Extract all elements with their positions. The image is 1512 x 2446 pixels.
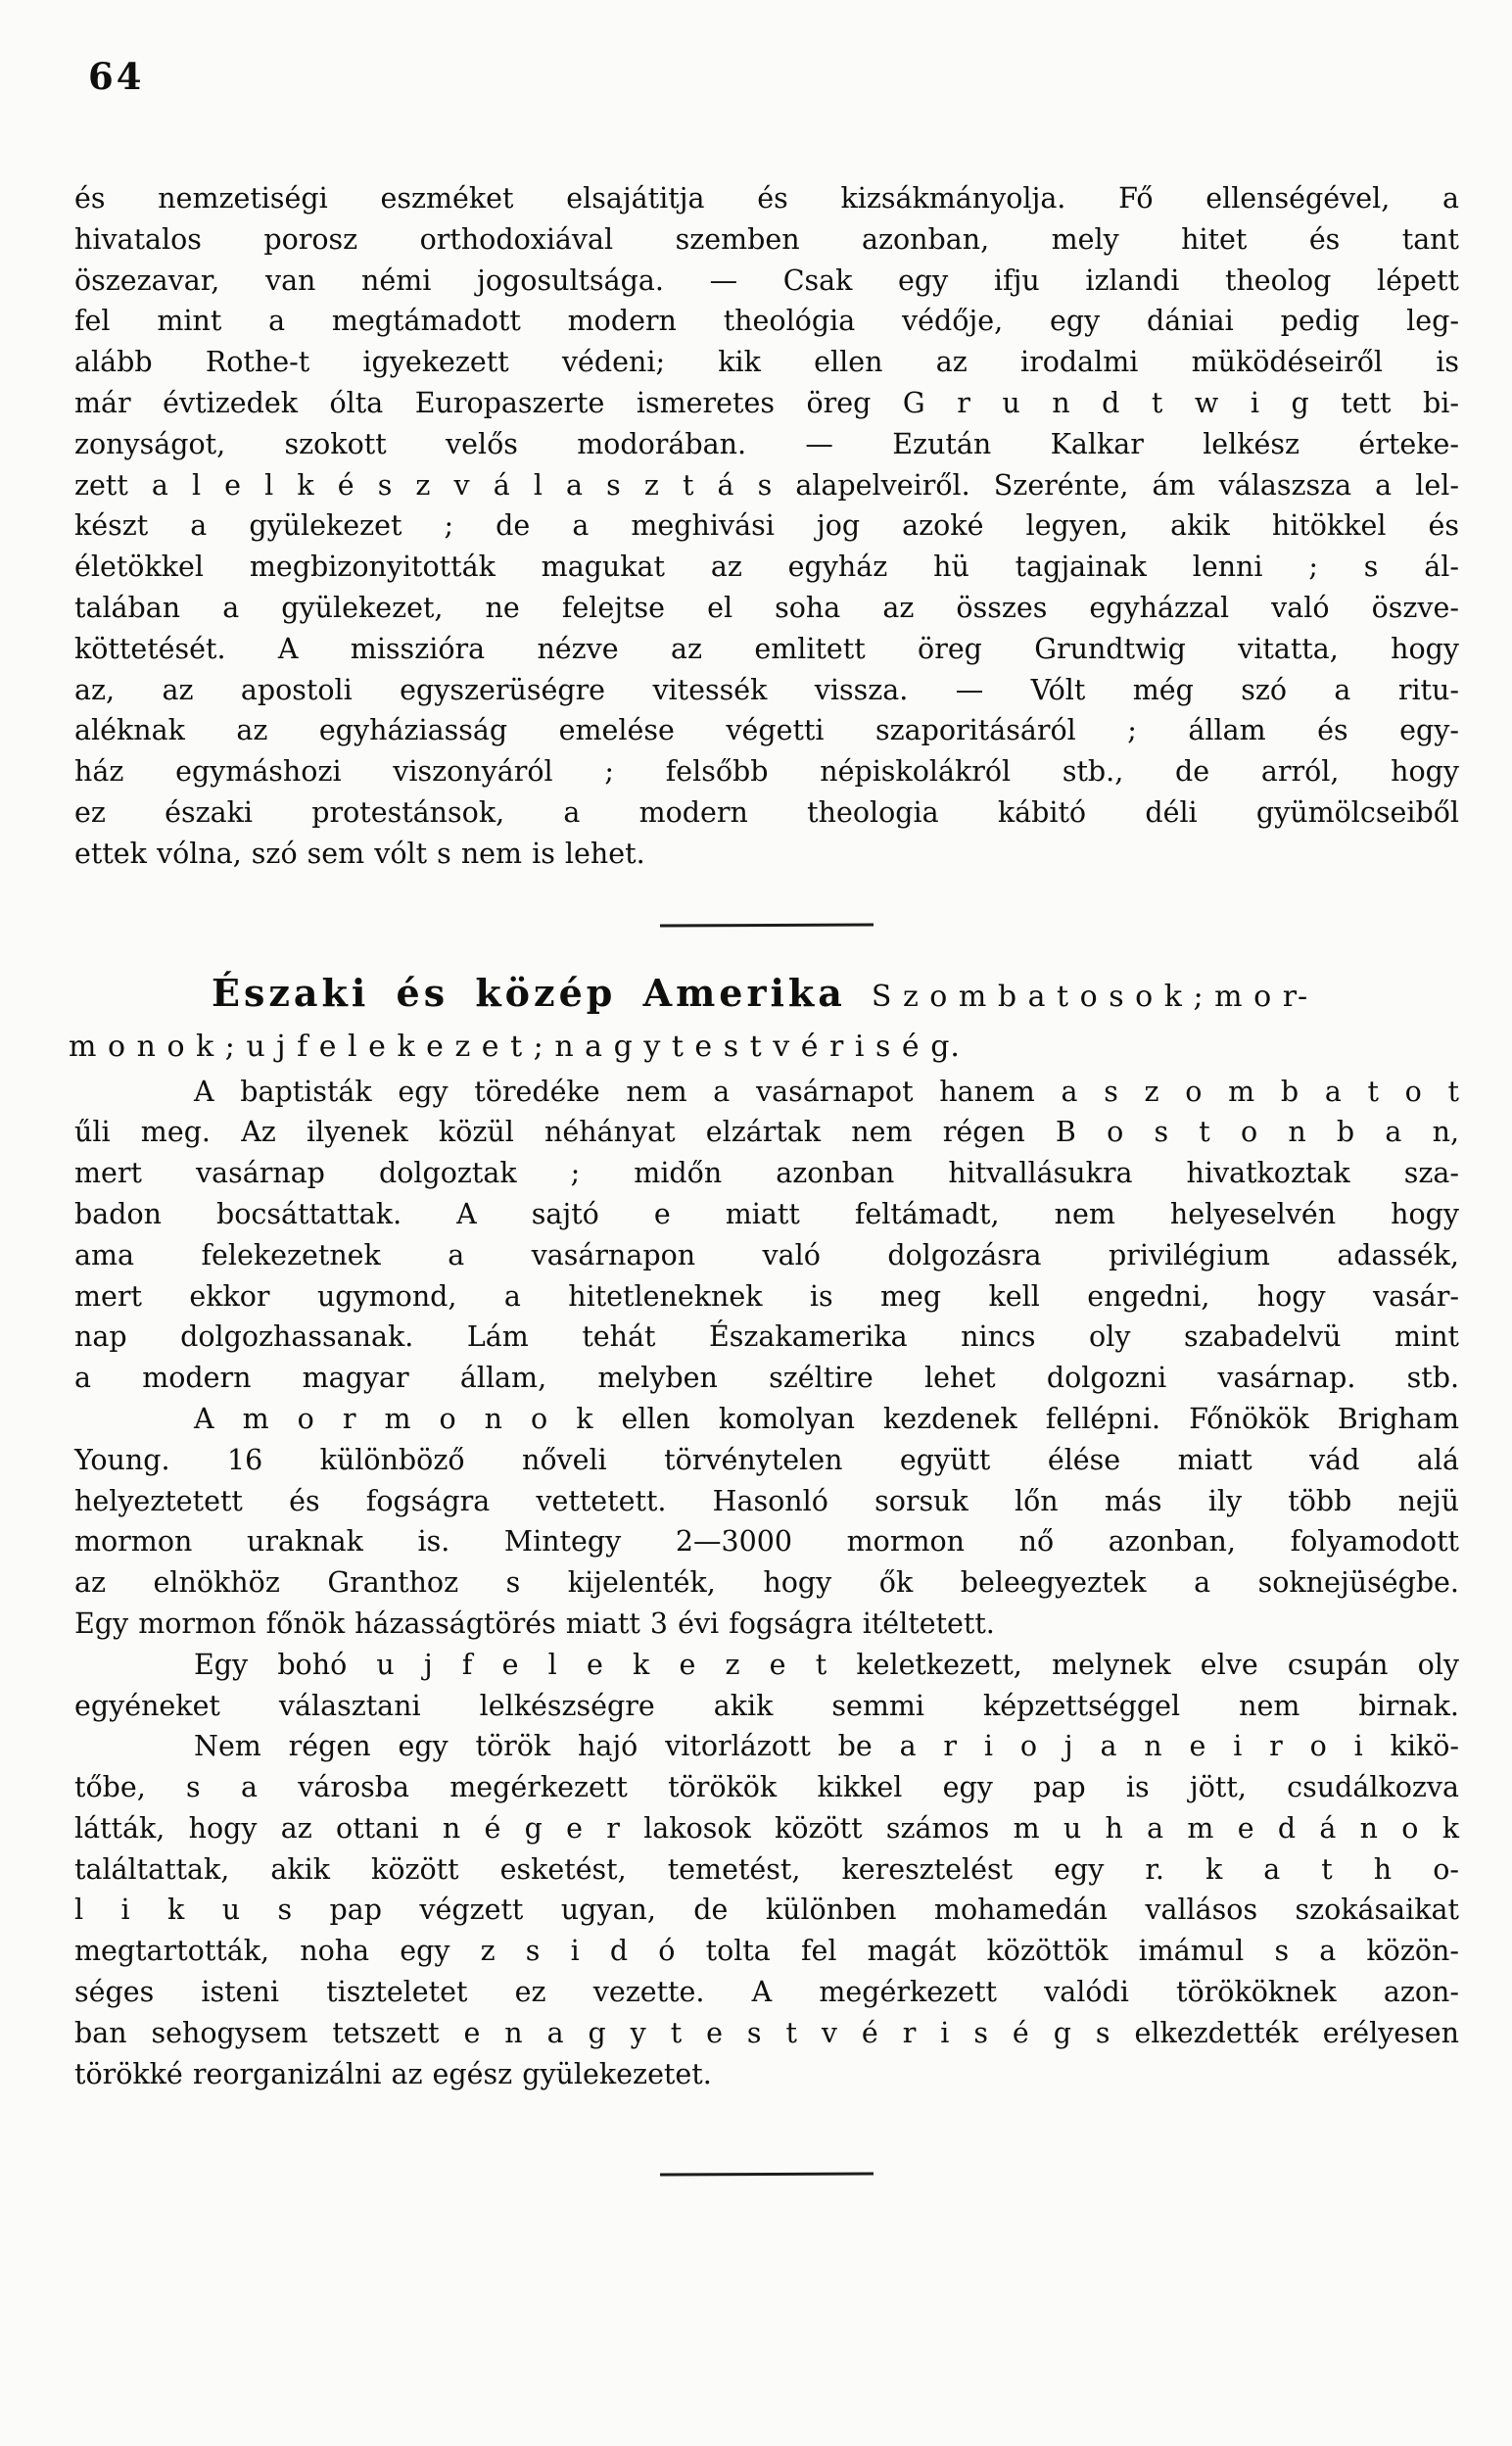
text-line: köttetését. A misszióra nézve az emlitett öreg Grundtwig vitatta, hogy [74,632,1459,665]
text-line: mert vasárnap dolgoztak ; midőn azonban hitvallásukra hivatkoztak sza- [74,1157,1459,1190]
text-line: l i k u s pap végzett ugyan, de különben mohamedán vallásos szokásaikat [74,1894,1459,1927]
text-line: helyeztetett és fogságra vettetett. Hasonló sorsuk lőn más ily több nejü [74,1484,1459,1517]
text-line: az elnökhöz Granthoz s kijelenték, hogy ők beleegyeztek a soknejüségbe. [74,1566,1459,1600]
text-line: Egy bohó u j f e l e k e z e t keletkezett, melynek elve csupán oly [194,1648,1459,1681]
text-column [69,0,1459,2176]
text-line: Nem régen egy török hajó vitorlázott be a r i o j a n e i r o i kikö- [194,1730,1459,1763]
text-line: egyéneket választani lelkészségre akik semmi képzettséggel nem birnak. [74,1689,1459,1722]
section-divider-top [660,923,874,927]
text-line: törökké reorganizálni az egész gyülekezetet. [74,2057,712,2090]
section-heading [69,968,1459,1072]
text-line: ez északi protestánsok, a modern theologia kábitó déli gyümölcseiből [74,795,1459,829]
text-line: az, az apostoli egyszerüségre vitessék vissza. — Vólt még szó a ritu- [74,673,1459,706]
text-line: ettek vólna, szó sem vólt s nem is lehet. [74,837,645,870]
section-heading-line1 [74,968,1459,1023]
text-line: alább Rothe-t igyekezett védeni; kik ellen az irodalmi müködéseiről is [74,346,1459,379]
text-line: mert ekkor ugymond, a hitetleneknek is meg kell engedni, hogy vasár- [74,1279,1459,1313]
text-line: zett a l e l k é s z v á l a s z t á s alapelveiről. Szerénte, ám válaszsza a lel- [74,468,1459,502]
section-heading-line2: m o n o k ; u j f e l e k e z e t ; n a g y t e s t v é r i s é g. [69,1029,961,1064]
text-line: mormon uraknak is. Mintegy 2—3000 mormon nő azonban, folyamodott [74,1525,1459,1559]
text-line: badon bocsáttattak. A sajtó e miatt feltámadt, nem helyeselvén hogy [74,1197,1459,1230]
page-number: 64 [88,55,145,98]
section-heading-spaced: S z o m b a t o s o k ; m o r- [871,979,1309,1014]
text-line: megtartották, noha egy z s i d ó tolta fel magát közöttök imámul s a közön- [74,1935,1459,1968]
text-line: aléknak az egyháziasság emelése végetti szaporitásáról ; állam és egy- [74,714,1459,747]
text-line: életökkel megbizonyitották magukat az egyház hü tagjainak lenni ; s ál- [74,551,1459,584]
text-line: hivatalos porosz orthodoxiával szemben azonban, mely hitet és tant [74,222,1459,256]
paragraph-theology-report [74,178,1459,875]
text-line: öszezavar, van némi jogosultsága. — Csak egy ifju izlandi theolog lépett [74,264,1459,297]
text-line: fel mint a megtámadott modern theológia védője, egy dániai pedig leg- [74,305,1459,338]
paragraph-america-sects [74,1072,1459,2095]
section-divider-bottom [660,2173,874,2177]
text-line: a modern magyar állam, melyben széltire lehet dolgozni vasárnap. stb. [74,1362,1459,1395]
text-line: látták, hogy az ottani n é g e r lakosok között számos m u h a m e d á n o k [74,1811,1459,1845]
text-line: nap dolgozhassanak. Lám tehát Északamerika nincs oly szabadelvü mint [74,1320,1459,1354]
text-line: tőbe, s a városba megérkezett törökök kikkel egy pap is jött, csudálkozva [74,1771,1459,1804]
text-line: zonyságot, szokott velős modorában. — Ezután Kalkar lelkész érteke- [74,427,1459,460]
text-line: találtattak, akik között esketést, temetést, keresztelést egy r. k a t h o- [74,1852,1459,1886]
text-line: A m o r m o n o k ellen komolyan kezdenek fellépni. Főnökök Brigham [194,1402,1459,1435]
text-line: A baptisták egy töredéke nem a vasárnapot hanem a s z o m b a t o t [194,1075,1459,1108]
section-heading-bold: Északi és közép Amerika [212,970,846,1015]
text-line: Young. 16 különböző nőveli törvénytelen együtt élése miatt vád alá [74,1443,1459,1476]
text-line: már évtizedek ólta Europaszerte ismeretes öreg G r u n d t w i g tett bi- [74,386,1459,419]
text-line: Egy mormon főnök házasságtörés miatt 3 évi fogságra itéltetett. [74,1607,995,1640]
text-line: séges isteni tiszteletet ez vezette. A megérkezett valódi törököknek azon- [74,1976,1459,2009]
text-line: ház egymáshozi viszonyáról ; felsőbb népiskolákról stb., de arról, hogy [74,755,1459,789]
text-line: talában a gyülekezet, ne felejtse el soha az összes egyházzal való öszve- [74,591,1459,624]
text-line: ama felekezetnek a vasárnapon való dolgozásra privilégium adassék, [74,1238,1459,1271]
text-line: és nemzetiségi eszméket elsajátitja és kizsákmányolja. Fő ellenségével, a [74,182,1459,215]
text-line: ban sehogysem tetszett e n a g y t e s t v é r i s é g s elkezdették erélyesen [74,2016,1459,2049]
text-line: készt a gyülekezet ; de a meghivási jog azoké legyen, akik hitökkel és [74,509,1459,543]
text-line: űli meg. Az ilyenek közül néhányat elzártak nem régen B o s t o n b a n, [74,1116,1459,1149]
